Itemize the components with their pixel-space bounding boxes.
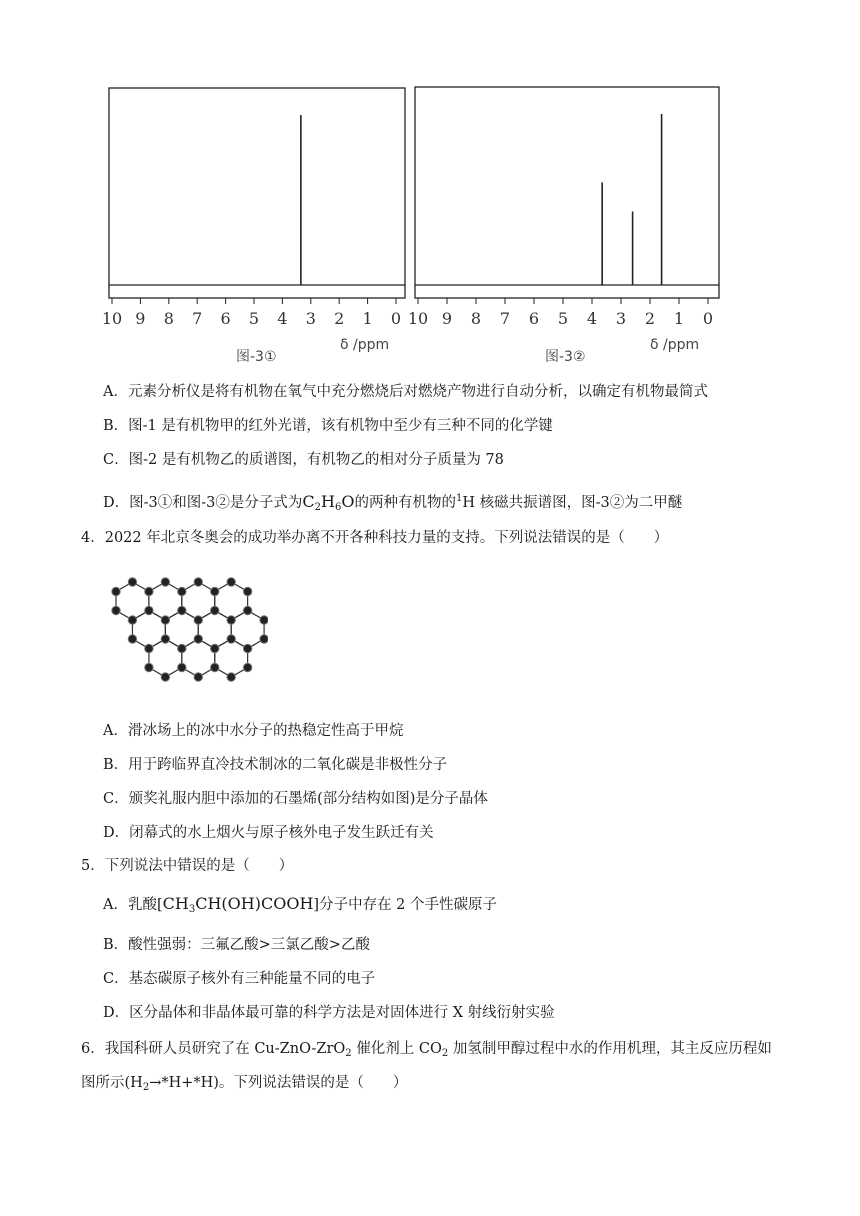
carbon-atom	[260, 635, 268, 643]
axis-tick-label: 2	[644, 309, 656, 328]
carbon-atom	[211, 606, 219, 614]
carbon-atom	[178, 587, 186, 595]
axis-tick-label: 5	[248, 309, 260, 328]
q4-option-a: A．滑冰场上的冰中水分子的热稳定性高于甲烷	[103, 723, 404, 739]
spectrum-caption: 图-3②	[545, 349, 586, 365]
axis-tick-label: 5	[557, 309, 569, 328]
axis-tick-label: 7	[499, 309, 511, 328]
axis-tick-label: 0	[390, 309, 402, 328]
carbon-atom	[260, 616, 268, 624]
q3-option-d: D．图-3①和图-3②是分子式为$C_2H_6O$的两种有机物的$^1$H 核磁共振谱图，图-3②为二甲醚	[103, 492, 683, 513]
hexagon-ring	[149, 639, 182, 677]
axis-tick-label: 0	[702, 309, 714, 328]
hexagon-ring	[215, 582, 248, 620]
q3-option-b: B．图-1 是有机物甲的红外光谱，该有机物中至少有三种不同的化学键	[103, 418, 553, 434]
axis-tick-label: 6	[220, 309, 231, 328]
carbon-atom	[243, 644, 251, 652]
carbon-atom	[227, 616, 235, 624]
axis-tick-label: 3	[615, 309, 627, 328]
spectrum-axis-label: δ /ppm	[650, 337, 700, 353]
carbon-atom	[178, 663, 186, 671]
axis-tick-label: 8	[163, 309, 174, 328]
spectrum-frame	[109, 88, 405, 298]
carbon-atom	[128, 578, 136, 586]
q3-option-a: A．元素分析仪是将有机物在氧气中充分燃烧后对燃烧产物进行自动分析，以确定有机物最简式	[103, 384, 708, 400]
hexagon-ring	[116, 582, 149, 620]
carbon-atom	[211, 644, 219, 652]
axis-tick-label: 9	[441, 309, 453, 328]
hexagon-ring	[132, 611, 165, 649]
q4-option-c: C．颁奖礼服内胆中添加的石墨烯(部分结构如图)是分子晶体	[103, 791, 488, 807]
q5-option-b: B．酸性强弱：三氟乙酸>三氯乙酸>乙酸	[103, 937, 370, 953]
carbon-atom	[145, 644, 153, 652]
hexagon-ring	[182, 639, 215, 677]
carbon-atom	[161, 673, 169, 681]
carbon-atom	[178, 644, 186, 652]
nmr-spectra-figure	[0, 0, 860, 375]
spectrum-axis-label: δ /ppm	[340, 337, 390, 353]
carbon-atom	[128, 616, 136, 624]
carbon-atom	[145, 587, 153, 595]
carbon-atom	[194, 635, 202, 643]
nmr-spectrum-left	[102, 88, 405, 365]
axis-tick-label: 10	[407, 309, 429, 328]
spectrum-frame	[415, 87, 719, 298]
axis-tick-label: 1	[673, 309, 685, 328]
carbon-atom	[161, 578, 169, 586]
carbon-atom	[145, 663, 153, 671]
q4-option-b: B．用于跨临界直冷技术制冰的二氧化碳是非极性分子	[103, 757, 448, 773]
axis-tick-label: 6	[528, 309, 540, 328]
axis-tick-label: 4	[277, 309, 288, 328]
carbon-atom	[227, 673, 235, 681]
hexagon-ring	[215, 639, 248, 677]
carbon-atom	[227, 635, 235, 643]
carbon-atom	[194, 673, 202, 681]
axis-tick-label: 9	[135, 309, 146, 328]
q3-option-c: C．图-2 是有机物乙的质谱图，有机物乙的相对分子质量为 78	[103, 452, 504, 468]
q5-option-c: C．基态碳原子核外有三种能量不同的电子	[103, 971, 376, 987]
carbon-atom	[211, 663, 219, 671]
axis-tick-label: 4	[586, 309, 598, 328]
q6-stem-line1: 6．我国科研人员研究了在 Cu-ZnO-ZrO$_2$ 催化剂上 $CO_2$ 加氢制甲醇过程中水的作用机理，其主反应历程如	[81, 1041, 772, 1059]
q5-option-d: D．区分晶体和非晶体最可靠的科学方法是对固体进行 X 射线衍射实验	[103, 1005, 555, 1021]
axis-tick-label: 8	[470, 309, 482, 328]
carbon-atom	[145, 606, 153, 614]
carbon-atom	[112, 587, 120, 595]
carbon-atom	[243, 587, 251, 595]
carbon-atom	[243, 663, 251, 671]
axis-tick-label: 3	[305, 309, 316, 328]
axis-tick-label: 10	[101, 309, 123, 328]
hexagon-ring	[231, 611, 264, 649]
q4-option-d: D．闭幕式的水上烟火与原子核外电子发生跃迁有关	[103, 825, 434, 841]
graphene-structure-image	[98, 568, 268, 702]
q6-stem-line2: 图所示$(H_2\to*H+*H)$。下列说法错误的是（ ）	[81, 1075, 408, 1093]
q4-stem: 4．2022 年北京冬奥会的成功举办离不开各种科技力量的支持。下列说法错误的是（ ）	[81, 530, 669, 546]
hexagon-ring	[149, 582, 182, 620]
carbon-atom	[178, 606, 186, 614]
axis-tick-label: 7	[192, 309, 203, 328]
spectrum-caption: 图-3①	[236, 349, 277, 365]
q5-option-a: A．乳酸$[CH_3CH(OH)COOH]$分子中存在 2 个手性碳原子	[103, 894, 498, 915]
axis-tick-label: 1	[362, 309, 373, 328]
nmr-spectrum-right	[408, 87, 719, 365]
hexagon-ring	[198, 611, 231, 649]
carbon-atom	[211, 587, 219, 595]
q5-stem: 5．下列说法中错误的是（ ）	[81, 858, 294, 874]
carbon-atom	[161, 635, 169, 643]
carbon-atom	[194, 578, 202, 586]
carbon-atom	[128, 635, 136, 643]
carbon-atom	[161, 616, 169, 624]
carbon-atom	[243, 606, 251, 614]
hexagon-ring	[182, 582, 215, 620]
hexagon-ring	[165, 611, 198, 649]
axis-tick-label: 2	[334, 309, 345, 328]
carbon-atom	[194, 616, 202, 624]
carbon-atom	[112, 606, 120, 614]
carbon-atom	[227, 578, 235, 586]
